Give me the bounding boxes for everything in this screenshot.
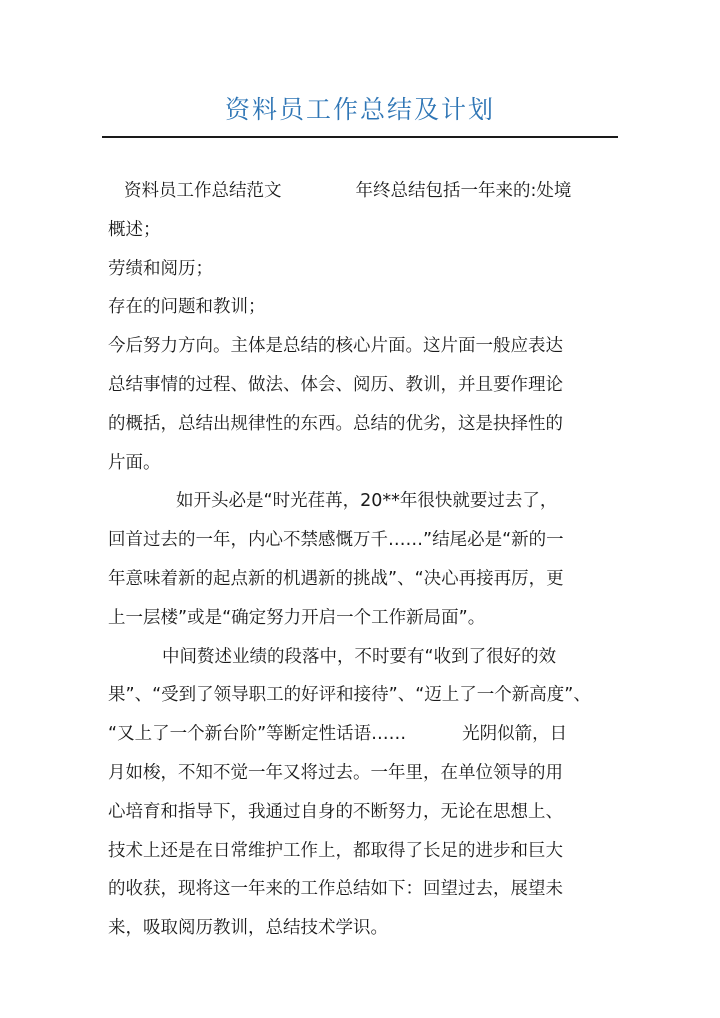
paragraph-line: 来，吸取阅历教训，总结技术学识。 [108, 918, 388, 939]
paragraph-line: 回首过去的一年，内心不禁感慨万千……”结尾必是“新的一 [108, 530, 564, 551]
paragraph-line: 总结事情的过程、做法、体会、阅历、教训，并且要作理论 [108, 374, 563, 395]
text-segment: “又上了一个新台阶”等断定性话语…… [108, 724, 407, 745]
paragraph-line: 技术上还是在日常维护工作上，都取得了长足的进步和巨大 [108, 840, 563, 861]
paragraph-line: 上一层楼”或是“确定努力开启一个工作新局面”。 [108, 607, 486, 628]
paragraph-line: 的收获，现将这一年来的工作总结如下：回望过去，展望未 [108, 879, 563, 900]
text-segment: 中间赘述业绩的段落中，不时要有“收到了很好的效 [162, 646, 557, 667]
paragraph-line: 的概括，总结出规律性的东西。总结的优劣，这是抉择性的 [108, 413, 563, 434]
paragraph-line: 片面。 [108, 452, 161, 473]
paragraph-line [108, 172, 614, 211]
text-segment: 资料员工作总结范文 [124, 181, 282, 201]
paragraph-line: 月如梭，不知不觉一年又将过去。一年里，在单位领导的用 [108, 762, 563, 783]
paragraph-line [108, 482, 614, 521]
paragraph-line [108, 638, 614, 677]
title-underline [102, 136, 618, 138]
document-title: 资料员工作总结及计划 [224, 95, 495, 124]
paragraph-line: 劳绩和阅历； [108, 258, 213, 279]
text-segment: 光阴似箭，日 [462, 724, 568, 745]
paragraph-line: 概述； [108, 219, 161, 240]
paragraph-line: 心培育和指导下，我通过自身的不断努力，无论在思想上、 [108, 801, 563, 822]
paragraph-line: 存在的问题和教训； [108, 297, 266, 318]
paragraph-line: 果”、“受到了领导职工的好评和接待”、“迈上了一个新高度”、 [108, 685, 591, 706]
document-body [108, 172, 614, 948]
paragraph-line: 年意味着新的起点新的机遇新的挑战”、“决心再接再厉，更 [108, 568, 564, 589]
paragraph-line [108, 715, 614, 754]
paragraph-line: 今后努力方向。主体是总结的核心片面。这片面一般应表达 [108, 336, 563, 357]
text-segment: 如开头必是“时光荏苒，20**年很快就要过去了， [176, 491, 558, 512]
text-segment: 年终总结包括一年来的:处境 [355, 181, 572, 201]
